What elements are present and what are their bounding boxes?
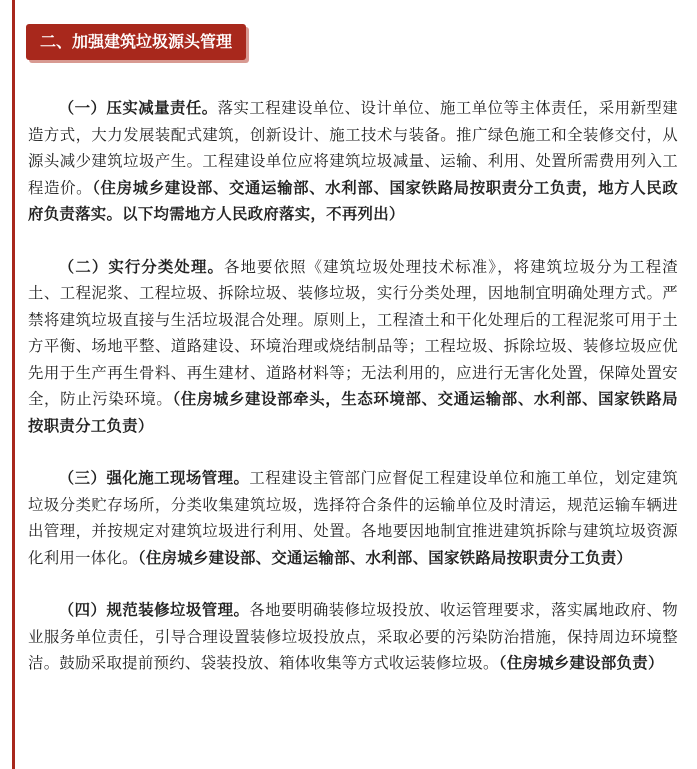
responsibility-note: （住房城乡建设部牵头，生态环境部、交通运输部、水利部、国家铁路局按职责分工负责）	[28, 390, 678, 435]
paragraph-heading: （三）强化施工现场管理。	[58, 469, 250, 487]
paragraph-heading: （四）规范装修垃圾管理。	[58, 601, 250, 619]
paragraph-heading: （二）实行分类处理。	[58, 257, 224, 276]
paragraph-4	[28, 597, 678, 677]
section-title: 二、加强建筑垃圾源头管理	[26, 24, 246, 60]
paragraph-text: 各地要依照《建筑垃圾处理技术标准》，将建筑垃圾分为工程渣土、工程泥浆、工程垃圾、拆除垃圾、装修垃圾，实行分类处理，因地制宜明确处理方式。严禁将建筑垃圾直接与生活垃圾混合处理。原则上，工程渣土和干化处理后的工程泥浆可用于土方平衡、场地平整、道路建设、环境治理或烧结制品等；工程垃圾、拆除垃圾、装修垃圾应优先用于生产再生骨料、再生建材、道路材料等；无法利用的，应进行无害化处置，保障处置安全，防止污染环境。	[28, 257, 678, 408]
paragraph-text: 工程建设主管部门应督促工程建设单位和施工单位，划定建筑垃圾分类贮存场所，分类收集建筑垃圾，选择符合条件的运输单位及时清运，规范运输车辆进出管理，并按规定对建筑垃圾进行利用、处置。各地要因地制宜推进建筑拆除与建筑垃圾资源化利用一体化。	[28, 469, 678, 567]
paragraph-heading: （一）压实减量责任。	[58, 99, 218, 117]
left-accent-rule	[12, 0, 15, 769]
paragraph-2	[28, 254, 678, 440]
responsibility-note: （住房城乡建设部、交通运输部、水利部、国家铁路局按职责分工负责）	[137, 548, 633, 567]
responsibility-note: （住房城乡建设部负责）	[498, 654, 664, 672]
article-body	[28, 95, 678, 703]
paragraph-text: 落实工程建设单位、设计单位、施工单位等主体责任，采用新型建造方式，大力发展装配式建筑，创新设计、施工技术与装备。推广绿色施工和全装修交付，从源头减少建筑垃圾产生。工程建设单位应将建筑垃圾减量、运输、利用、处置所需费用列入工程造价。	[28, 99, 678, 197]
responsibility-note: （住房城乡建设部、交通运输部、水利部、国家铁路局按职责分工负责，地方人民政府负责落实。以下均需地方人民政府落实，不再列出）	[28, 178, 678, 223]
paragraph-3	[28, 465, 678, 571]
paragraph-1	[28, 95, 678, 228]
paragraph-text: 各地要明确装修垃圾投放、收运管理要求，落实属地政府、物业服务单位责任，引导合理设置装修垃圾投放点，采取必要的污染防治措施，保持周边环境整洁。鼓励采取提前预约、袋装投放、箱体收集等方式收运装修垃圾。	[28, 601, 678, 672]
